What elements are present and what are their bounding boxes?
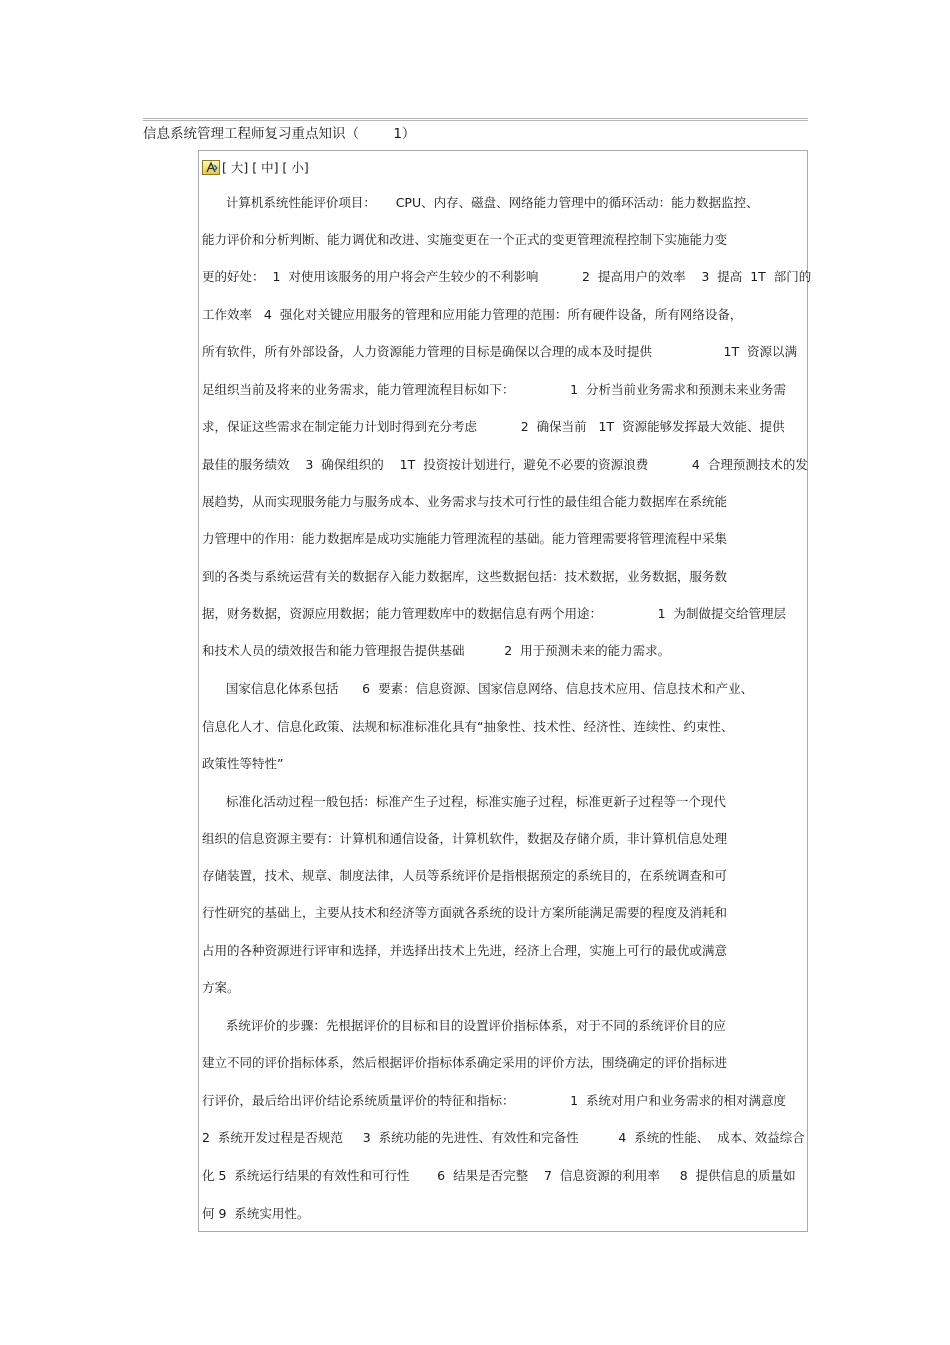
text-line: 和技术人员的绩效报告和能力管理报告提供基础 2 用于预测未来的能力需求。 bbox=[202, 643, 671, 658]
text-line: 政策性等特性” bbox=[202, 756, 284, 771]
font-size-small-link[interactable]: 小] bbox=[291, 160, 309, 175]
text-line: 行评价，最后给出评价结论系统质量评价的特征和指标： 1 系统对用户和业务需求的相对满意度 bbox=[202, 1093, 787, 1108]
text-line: 能力评价和分析判断、能力调优和改进、实施变更在一个正式的变更管理流程控制下实施能力变 bbox=[202, 232, 728, 247]
text-line: 展趋势，从而实现服务能力与服务成本、业务需求与技术可行性的最佳组合能力数据库在系统能 bbox=[202, 494, 728, 509]
font-size-icon bbox=[202, 160, 220, 175]
text-line: 所有软件，所有外部设备，人力资源能力管理的目标是确保以合理的成本及时提供 1T 资源以满 bbox=[202, 344, 798, 359]
text-line: 建立不同的评价指标体系，然后根据评价指标体系确定采用的评价方法，围绕确定的评价指标进 bbox=[202, 1055, 728, 1070]
text-line: 2 系统开发过程是否规范 3 系统功能的先进性、有效性和完备性 4 系统的性能、 成本、效益综合 bbox=[202, 1130, 805, 1145]
text-line: 最佳的服务绩效 3 确保组织的 1T 投资按计划进行，避免不必要的资源浪费 4 合理预测技术的发 bbox=[202, 457, 808, 472]
text-line: 更的好处： 1 对使用该服务的用户将会产生较少的不利影响 2 提高用户的效率 3 提高 1T 部门的 bbox=[202, 269, 812, 284]
text-line: 方案。 bbox=[202, 980, 240, 995]
text-line: 信息化人才、信息化政策、法规和标准标准化具有“抽象性、技术性、经济性、连续性、约束性、 bbox=[202, 719, 734, 734]
text-line: 计算机系统性能评价项目： CPU、内存、磁盘、网络能力管理中的循环活动：能力数据监控、 bbox=[202, 195, 759, 210]
page-title: 信息系统管理工程师复习重点知识（ 1） bbox=[143, 126, 416, 142]
text-line: 存储装置，技术、规章、制度法律，人员等系统评价是指根据预定的系统目的，在系统调查和可 bbox=[202, 868, 728, 883]
text-line: 求，保证这些需求在制定能力计划时得到充分考虑 2 确保当前 1T 资源能够发挥最大效能、提供 bbox=[202, 419, 785, 434]
text-line: 据，财务数据，资源应用数据；能力管理数库中的数据信息有两个用途： 1 为制做提交给管理层 bbox=[202, 606, 787, 621]
text-line: 占用的各种资源进行评审和选择，并选择出技术上先进，经济上合理，实施上可行的最优或满意 bbox=[202, 943, 728, 958]
text-line: 工作效率 4 强化对关键应用服务的管理和应用能力管理的范围：所有硬件设备，所有网络设备， bbox=[202, 307, 743, 322]
text-line: 力管理中的作用：能力数据库是成功实施能力管理流程的基础。能力管理需要将管理流程中采集 bbox=[202, 531, 728, 546]
text-line: 行性研究的基础上，主要从技术和经济等方面就各系统的设计方案所能满足需要的程度及消耗和 bbox=[202, 905, 728, 920]
top-divider bbox=[143, 118, 808, 121]
text-line: 系统评价的步骤：先根据评价的目标和目的设置评价指标体系，对于不同的系统评价目的应 bbox=[202, 1018, 726, 1033]
text-line: 标准化活动过程一般包括：标准产生子过程，标准实施子过程，标准更新子过程等一个现代 bbox=[202, 794, 726, 809]
text-line: 到的各类与系统运营有关的数据存入能力数据库，这些数据包括：技术数据，业务数据，服务数 bbox=[202, 569, 728, 584]
text-line: 化 5 系统运行结果的有效性和可行性 6 结果是否完整 7 信息资源的利用率 8 提供信息的质量如 bbox=[202, 1168, 796, 1183]
text-line: 组织的信息资源主要有：计算机和通信设备，计算机软件，数据及存储介质，非计算机信息处理 bbox=[202, 831, 728, 846]
font-size-controls bbox=[202, 157, 309, 177]
font-size-large-link[interactable]: [ 大] [ bbox=[222, 160, 258, 175]
font-size-medium-link[interactable]: 中] [ bbox=[261, 160, 288, 175]
text-line: 何 9 系统实用性。 bbox=[202, 1206, 310, 1221]
text-line: 足组织当前及将来的业务需求，能力管理流程目标如下： 1 分析当前业务需求和预测未来业务需 bbox=[202, 382, 787, 397]
text-line: 国家信息化体系包括 6 要素：信息资源、国家信息网络、信息技术应用、信息技术和产业、 bbox=[202, 681, 754, 696]
